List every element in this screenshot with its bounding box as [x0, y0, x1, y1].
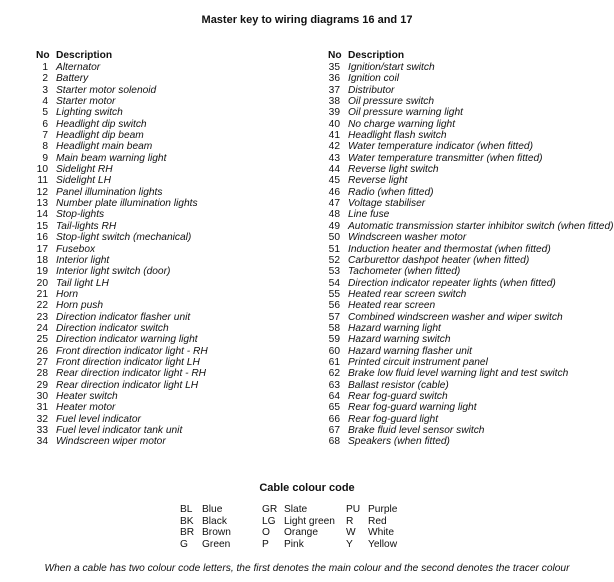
key-row: [36, 334, 321, 345]
colour-code: P: [262, 538, 269, 550]
key-number: 31: [36, 402, 48, 414]
key-description: Front direction indicator light - RH: [56, 345, 208, 357]
key-description: Ignition/start switch: [348, 62, 435, 73]
key-description: Headlight dip switch: [56, 118, 147, 130]
colour-code-row: [262, 527, 335, 539]
key-row: [328, 175, 608, 186]
key-number: 54: [328, 277, 340, 289]
key-column-left: [36, 50, 321, 448]
key-description: Printed circuit instrument panel: [348, 356, 488, 368]
colour-code-row: [262, 516, 335, 528]
key-number: 66: [328, 413, 340, 425]
key-row: [328, 436, 608, 447]
key-description: Radio (when fitted): [348, 186, 434, 198]
key-number: 57: [328, 311, 340, 323]
key-number: 1: [42, 62, 48, 73]
key-number: 43: [328, 152, 340, 164]
colour-code-row: [346, 504, 397, 516]
key-row: [328, 107, 608, 118]
key-row: [328, 334, 608, 345]
colour-name: Green: [202, 538, 231, 550]
key-number: 65: [328, 402, 340, 414]
key-description: Distributor: [348, 84, 395, 96]
key-number: 5: [42, 107, 48, 119]
key-row: [36, 368, 321, 379]
colour-name: Blue: [202, 504, 223, 515]
key-number: 51: [328, 243, 340, 255]
key-description: Hazard warning flasher unit: [348, 345, 473, 357]
key-number: 56: [328, 300, 340, 312]
key-number: 21: [36, 288, 48, 300]
key-row: [36, 141, 321, 152]
key-description: Hazard warning switch: [348, 334, 451, 346]
colour-name: Black: [202, 515, 227, 527]
key-row: [328, 141, 608, 152]
key-description: Induction heater and thermostat (when fitted): [348, 243, 551, 255]
key-description: Rear fog-guard light: [348, 413, 439, 425]
key-description: Fuel level indicator tank unit: [56, 425, 183, 436]
key-row: [36, 346, 321, 357]
key-number: 16: [36, 232, 48, 244]
key-description: Front direction indicator light LH: [56, 356, 200, 368]
key-number: 67: [328, 425, 340, 436]
key-row: [328, 414, 608, 425]
key-number: 48: [328, 209, 340, 221]
key-number: 34: [36, 436, 48, 448]
key-description: Interior light: [56, 254, 110, 266]
key-number: 49: [328, 220, 340, 232]
key-row: [328, 96, 608, 107]
key-description: Rear fog-guard warning light: [348, 402, 477, 414]
colour-code: G: [180, 538, 188, 550]
key-row: [328, 85, 608, 96]
key-number: 14: [36, 209, 48, 221]
key-description: Windscreen wiper motor: [56, 436, 166, 448]
key-number: 26: [36, 345, 48, 357]
key-row: [328, 391, 608, 402]
key-row: [36, 62, 321, 73]
key-number: 36: [328, 73, 340, 85]
colour-code-row: [346, 527, 397, 539]
key-row: [328, 368, 608, 379]
header-no: No: [36, 50, 50, 61]
key-row: [36, 107, 321, 118]
key-description: Direction indicator warning light: [56, 334, 198, 346]
key-description: Carburettor dashpot heater (when fitted): [348, 254, 530, 266]
key-description: Hazard warning light: [348, 322, 441, 334]
key-description: Tail-lights RH: [56, 220, 117, 232]
key-number: 62: [328, 368, 340, 380]
key-description: Headlight dip beam: [56, 130, 144, 142]
key-number: 18: [36, 254, 48, 266]
key-description: Rear direction indicator light LH: [56, 379, 199, 391]
key-row: [36, 130, 321, 141]
key-row: [328, 402, 608, 413]
key-row: [328, 220, 614, 232]
colour-code-row: [346, 516, 397, 528]
key-row: [36, 73, 321, 84]
key-description: Horn push: [56, 300, 104, 312]
key-description: Reverse light: [348, 175, 408, 187]
colour-code-row: [346, 539, 397, 551]
key-description: Combined windscreen washer and wiper switch: [348, 311, 563, 323]
key-number: 25: [36, 334, 48, 346]
key-number: 50: [328, 232, 340, 244]
key-row: [36, 323, 321, 334]
key-number: 59: [328, 334, 340, 346]
key-description: Brake low fluid level warning light and test switch: [348, 368, 569, 380]
key-description: Stop-light switch (mechanical): [56, 232, 192, 244]
key-row: [36, 85, 321, 96]
key-number: 6: [42, 118, 48, 130]
key-description: Starter motor: [56, 96, 116, 108]
colour-code: GR: [262, 504, 278, 515]
key-number: 10: [36, 164, 48, 176]
key-row: [36, 198, 321, 209]
key-number: 23: [36, 311, 48, 323]
key-description: Main beam warning light: [56, 152, 167, 164]
colour-name: Light green: [284, 515, 335, 527]
key-description: Panel illumination lights: [56, 186, 163, 198]
key-number: 13: [36, 198, 48, 210]
key-row: [328, 244, 608, 255]
colour-code-row: [262, 539, 335, 551]
key-row: [328, 425, 608, 436]
footnote: When a cable has two colour code letters, the first denotes the main colour and the second denotes the tracer colour: [44, 563, 570, 574]
key-row: [328, 153, 608, 164]
key-description: Automatic transmission starter inhibitor switch (when fitted): [348, 220, 614, 232]
colour-code: R: [346, 515, 354, 527]
column-header: [328, 50, 608, 62]
key-description: Heated rear screen: [348, 300, 436, 312]
key-description: Horn: [56, 288, 79, 300]
colour-name: Slate: [284, 504, 308, 515]
key-description: Ballast resistor (cable): [348, 379, 449, 391]
key-description: Lighting switch: [56, 107, 123, 119]
colour-name: Brown: [202, 527, 231, 538]
key-description: Starter motor solenoid: [56, 84, 157, 96]
colour-code-row: [180, 539, 231, 551]
key-row: [36, 153, 321, 164]
key-row: [36, 221, 321, 232]
key-description: No charge warning light: [348, 118, 456, 130]
key-description: Battery: [56, 73, 89, 85]
colour-code-column-3: [346, 504, 397, 550]
key-number: 47: [328, 198, 340, 210]
key-number: 39: [328, 107, 340, 119]
colour-name: Purple: [368, 504, 398, 515]
key-description: Direction indicator repeater lights (when fitted): [348, 277, 556, 289]
key-row: [36, 278, 321, 289]
key-number: 68: [328, 436, 340, 448]
key-row: [328, 73, 608, 84]
key-number: 60: [328, 345, 340, 357]
key-column-right: [328, 50, 614, 448]
key-row: [36, 266, 321, 277]
key-number: 4: [42, 96, 48, 108]
key-description: Sidelight RH: [56, 164, 113, 176]
key-row: [328, 312, 608, 323]
key-number: 63: [328, 379, 340, 391]
colour-code-row: [180, 516, 231, 528]
key-description: Fuel level indicator: [56, 413, 141, 425]
key-number: 7: [42, 130, 48, 142]
key-description: Interior light switch (door): [56, 266, 171, 278]
colour-code-column-1: [180, 504, 231, 550]
key-number: 45: [328, 175, 340, 187]
key-description: Speakers (when fitted): [348, 436, 450, 448]
colour-code: PU: [346, 504, 361, 515]
key-number: 38: [328, 96, 340, 108]
key-row: [36, 391, 321, 402]
key-row: [328, 209, 608, 220]
key-row: [36, 164, 321, 175]
page-title: Master key to wiring diagrams 16 and 17: [201, 14, 413, 26]
key-number: 11: [37, 175, 48, 187]
key-row: [36, 255, 321, 266]
key-number: 8: [42, 141, 48, 153]
key-row: [328, 346, 608, 357]
key-row: [328, 187, 608, 198]
key-description: Rear fog-guard switch: [348, 390, 448, 402]
key-row: [36, 289, 321, 300]
key-description: Water temperature transmitter (when fitted): [348, 152, 543, 164]
colour-code: O: [262, 527, 270, 538]
key-description: Headlight main beam: [56, 141, 153, 153]
key-row: [36, 187, 321, 198]
key-description: Heated rear screen switch: [348, 288, 467, 300]
key-row: [36, 119, 321, 130]
key-number: 3: [42, 84, 48, 96]
key-description: Stop-lights: [56, 209, 105, 221]
key-number: 52: [328, 254, 340, 266]
key-description: Heater switch: [56, 390, 118, 402]
key-description: Tail light LH: [56, 277, 109, 289]
key-number: 28: [36, 368, 48, 380]
key-row: [328, 164, 608, 175]
key-number: 46: [328, 186, 340, 198]
key-row: [328, 380, 608, 391]
key-row: [328, 130, 608, 141]
key-row: [36, 96, 321, 107]
key-description: Reverse light switch: [348, 164, 439, 176]
colour-code: LG: [262, 515, 276, 527]
colour-code: BR: [180, 527, 195, 538]
key-row: [328, 357, 608, 368]
key-number: 27: [36, 356, 48, 368]
key-row: [328, 198, 608, 209]
key-number: 35: [328, 62, 340, 73]
key-description: Ignition coil: [348, 73, 399, 85]
key-description: Voltage stabiliser: [348, 198, 426, 210]
key-row: [328, 255, 608, 266]
key-row: [328, 62, 608, 73]
key-description: Tachometer (when fitted): [348, 266, 461, 278]
key-row: [328, 300, 608, 311]
key-number: 32: [36, 413, 48, 425]
colour-code: W: [346, 527, 356, 538]
key-number: 37: [328, 84, 340, 96]
key-description: Brake fluid level sensor switch: [348, 425, 485, 436]
key-row: [36, 380, 321, 391]
colour-code: BL: [180, 504, 193, 515]
key-row: [36, 402, 321, 413]
key-number: 12: [36, 186, 48, 198]
key-description: Fusebox: [56, 243, 96, 255]
key-description: Headlight flash switch: [348, 130, 447, 142]
colour-code: Y: [346, 538, 353, 550]
key-description: Alternator: [56, 62, 101, 73]
key-number: 41: [328, 130, 340, 142]
key-number: 9: [42, 152, 48, 164]
key-number: 24: [36, 322, 48, 334]
key-number: 61: [328, 356, 340, 368]
cable-colour-code-title: Cable colour code: [259, 482, 355, 494]
colour-code-column-2: [262, 504, 335, 550]
colour-name: Pink: [284, 538, 304, 550]
key-row: [36, 175, 321, 186]
key-number: 15: [36, 220, 48, 232]
colour-name: White: [368, 527, 395, 538]
key-description: Number plate illumination lights: [56, 198, 198, 210]
key-number: 55: [328, 288, 340, 300]
colour-code: BK: [180, 515, 194, 527]
key-row: [36, 425, 321, 436]
key-row: [36, 312, 321, 323]
key-number: 64: [328, 390, 340, 402]
key-row: [328, 323, 608, 334]
key-description: Oil pressure switch: [348, 96, 435, 108]
key-number: 22: [36, 300, 48, 312]
key-number: 30: [36, 390, 48, 402]
colour-code-row: [180, 504, 231, 516]
key-row: [36, 300, 321, 311]
key-description: Line fuse: [348, 209, 390, 221]
key-description: Direction indicator flasher unit: [56, 311, 191, 323]
key-number: 58: [328, 322, 340, 334]
key-row: [36, 357, 321, 368]
key-row: [36, 414, 321, 425]
key-row: [328, 278, 608, 289]
colour-name: Yellow: [368, 538, 398, 550]
column-header: [36, 50, 321, 62]
key-row: [36, 232, 321, 243]
key-description: Heater motor: [56, 402, 116, 414]
key-number: 42: [328, 141, 340, 153]
key-number: 53: [328, 266, 340, 278]
key-row: [328, 266, 608, 277]
colour-code-row: [180, 527, 231, 539]
key-row: [36, 436, 321, 447]
key-row: [36, 209, 321, 220]
header-no: No: [328, 50, 342, 61]
colour-name: Red: [368, 515, 387, 527]
key-number: 19: [36, 266, 48, 278]
key-number: 17: [36, 243, 48, 255]
key-description: Direction indicator switch: [56, 322, 169, 334]
colour-code-row: [262, 504, 335, 516]
key-row: [328, 289, 608, 300]
key-number: 20: [36, 277, 48, 289]
key-row: [328, 119, 608, 130]
key-row: [36, 244, 321, 255]
key-number: 40: [328, 118, 340, 130]
key-description: Oil pressure warning light: [348, 107, 463, 119]
key-description: Windscreen washer motor: [348, 232, 467, 244]
key-row: [328, 232, 608, 243]
colour-name: Orange: [284, 527, 318, 538]
key-number: 44: [328, 164, 340, 176]
key-description: Sidelight LH: [56, 175, 111, 187]
key-number: 33: [36, 425, 48, 436]
key-description: Water temperature indicator (when fitted): [348, 141, 533, 153]
key-number: 29: [36, 379, 48, 391]
header-description: Description: [348, 50, 405, 61]
header-description: Description: [56, 50, 113, 61]
key-number: 2: [42, 73, 48, 85]
key-description: Rear direction indicator light - RH: [56, 368, 207, 380]
